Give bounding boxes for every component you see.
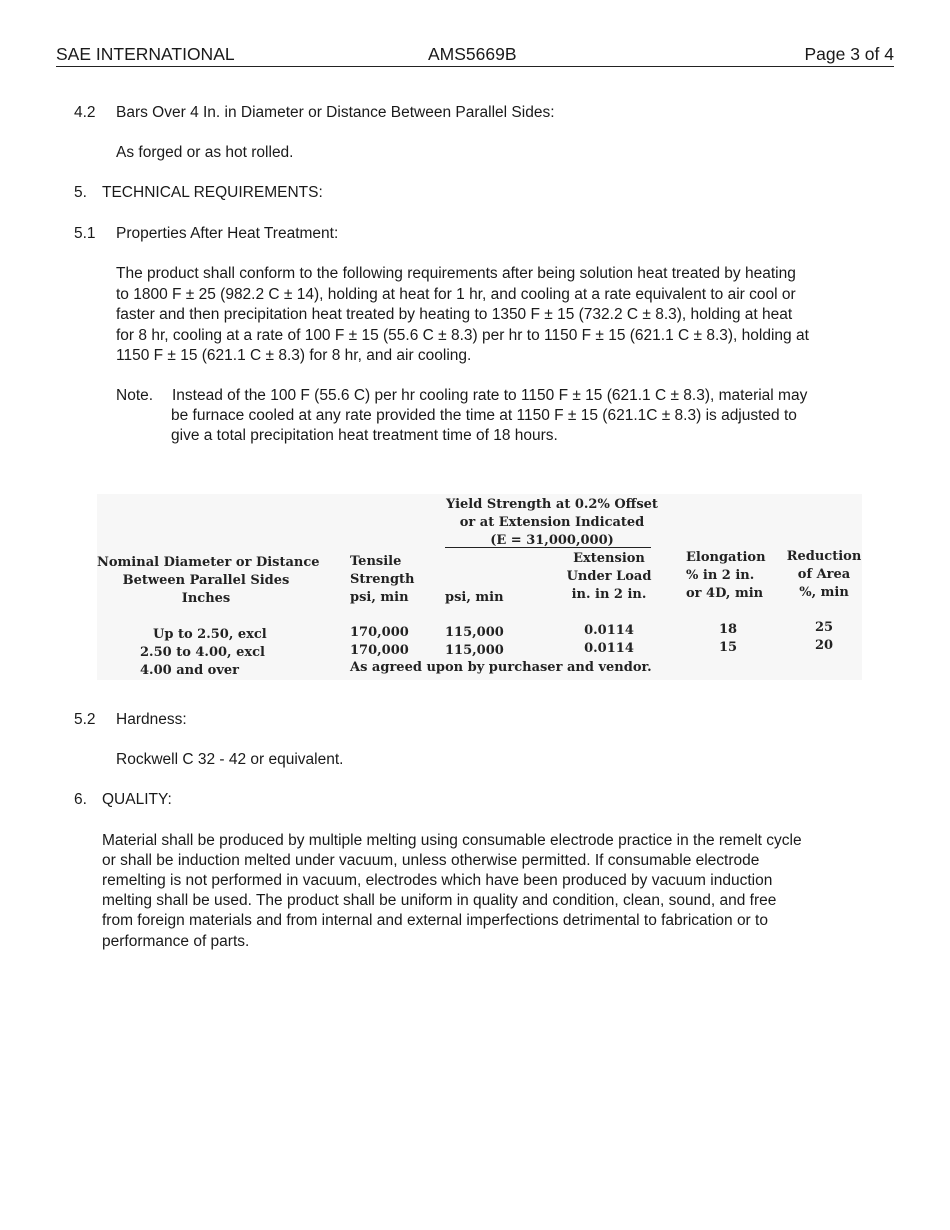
body-line: performance of parts.: [102, 933, 250, 950]
cell-diameter: Up to 2.50, excl: [153, 627, 267, 642]
body-line: 1150 F ± 15 (621.1 C ± 8.3) for 8 hr, and air cooling.: [116, 347, 472, 364]
col-header-tensile: Tensile: [350, 554, 402, 569]
section-5-1-title: Properties After Heat Treatment:: [116, 225, 339, 242]
col-header-diameter: Between Parallel Sides: [122, 573, 290, 588]
body-line: faster and then precipitation heat treated by heating to 1350 F ± 15 (732.2 C ± 8.3), holding at heat: [116, 306, 793, 323]
section-5-2-body: Rockwell C 32 - 42 or equivalent.: [116, 751, 344, 768]
cell-reduction: 25: [814, 620, 834, 635]
cell-agreement-note: As agreed upon by purchaser and vendor.: [350, 660, 652, 675]
col-header-extension: Extension: [573, 551, 645, 566]
col-header-reduction: of Area: [797, 567, 851, 582]
body-line: for 8 hr, cooling at a rate of 100 F ± 15 (55.6 C ± 8.3) per hr to 1150 F ± 15 (621.1 C ± 8.3), holding at: [116, 327, 809, 344]
section-4-2-title: Bars Over 4 In. in Diameter or Distance Between Parallel Sides:: [116, 104, 555, 121]
col-header-elongation: % in 2 in.: [686, 568, 755, 583]
yield-header-line: Yield Strength at 0.2% Offset: [446, 497, 658, 512]
section-6-title: QUALITY:: [102, 791, 172, 808]
cell-elongation: 18: [718, 622, 738, 637]
section-4-2-body: As forged or as hot rolled.: [116, 144, 294, 161]
note-line: give a total precipitation heat treatment time of 18 hours.: [171, 427, 558, 444]
col-header-yield-psi: psi, min: [445, 590, 504, 605]
section-5-number: 5.: [74, 184, 87, 201]
col-header-diameter: Inches: [181, 591, 231, 606]
yield-header-line: or at Extension Indicated: [459, 515, 645, 530]
col-header-extension: Under Load: [566, 569, 652, 584]
col-header-tensile: Strength: [350, 572, 415, 587]
header-page-number: Page 3 of 4: [804, 44, 894, 64]
col-header-elongation: Elongation: [686, 550, 766, 565]
header-document-id: AMS5669B: [428, 44, 517, 64]
body-line: melting shall be used. The product shall be uniform in quality and condition, clean, sound, and free: [102, 892, 777, 909]
section-5-1-number: 5.1: [74, 225, 96, 242]
note-line: be furnace cooled at any rate provided the time at 1150 F ± 15 (621.1C ± 8.3) is adjusted to: [171, 407, 797, 424]
section-5-2-title: Hardness:: [116, 711, 187, 728]
cell-extension: 0.0114: [584, 623, 634, 638]
body-line: from foreign materials and from internal and external imperfections detrimental to fabrication or to: [102, 912, 768, 929]
col-header-extension: in. in 2 in.: [571, 587, 647, 602]
cell-tensile: 170,000: [350, 625, 409, 640]
cell-diameter: 4.00 and over: [140, 663, 240, 678]
yield-header-line: (E = 31,000,000): [490, 533, 614, 548]
cell-extension: 0.0114: [584, 641, 634, 656]
cell-yield: 115,000: [445, 643, 504, 658]
cell-reduction: 20: [814, 638, 834, 653]
cell-yield: 115,000: [445, 625, 504, 640]
section-5-2-number: 5.2: [74, 711, 96, 728]
section-5-title: TECHNICAL REQUIREMENTS:: [102, 184, 323, 201]
page-header: [56, 44, 894, 67]
col-header-elongation: or 4D, min: [686, 586, 764, 601]
section-4-2-number: 4.2: [74, 104, 96, 121]
body-line: The product shall conform to the following requirements after being solution heat treated by heating: [116, 265, 796, 282]
section-6-number: 6.: [74, 791, 87, 808]
header-organization: SAE INTERNATIONAL: [56, 44, 235, 64]
note-line: Instead of the 100 F (55.6 C) per hr cooling rate to 1150 F ± 15 (621.1 C ± 8.3), material may: [172, 387, 808, 404]
body-line: Material shall be produced by multiple melting using consumable electrode practice in the remelt cycle: [102, 832, 802, 849]
cell-elongation: 15: [718, 640, 738, 655]
body-line: remelting is not performed in vacuum, electrodes which have been produced by vacuum induction: [102, 872, 773, 889]
col-header-tensile: psi, min: [350, 590, 409, 605]
body-line: or shall be induction melted under vacuum, unless otherwise permitted. If consumable electrode: [102, 852, 760, 869]
cell-diameter: 2.50 to 4.00, excl: [140, 645, 265, 660]
body-line: to 1800 F ± 25 (982.2 C ± 14), holding at heat for 1 hr, and cooling at a rate equivalent to air cool or: [116, 286, 796, 303]
col-header-reduction: %, min: [799, 585, 849, 600]
note-label: Note.: [116, 387, 154, 404]
properties-table: [97, 494, 862, 680]
col-header-diameter: Nominal Diameter or Distance: [97, 555, 320, 570]
cell-tensile: 170,000: [350, 643, 409, 658]
col-header-reduction: Reduction: [786, 549, 862, 564]
yield-header-rule: [445, 547, 651, 548]
